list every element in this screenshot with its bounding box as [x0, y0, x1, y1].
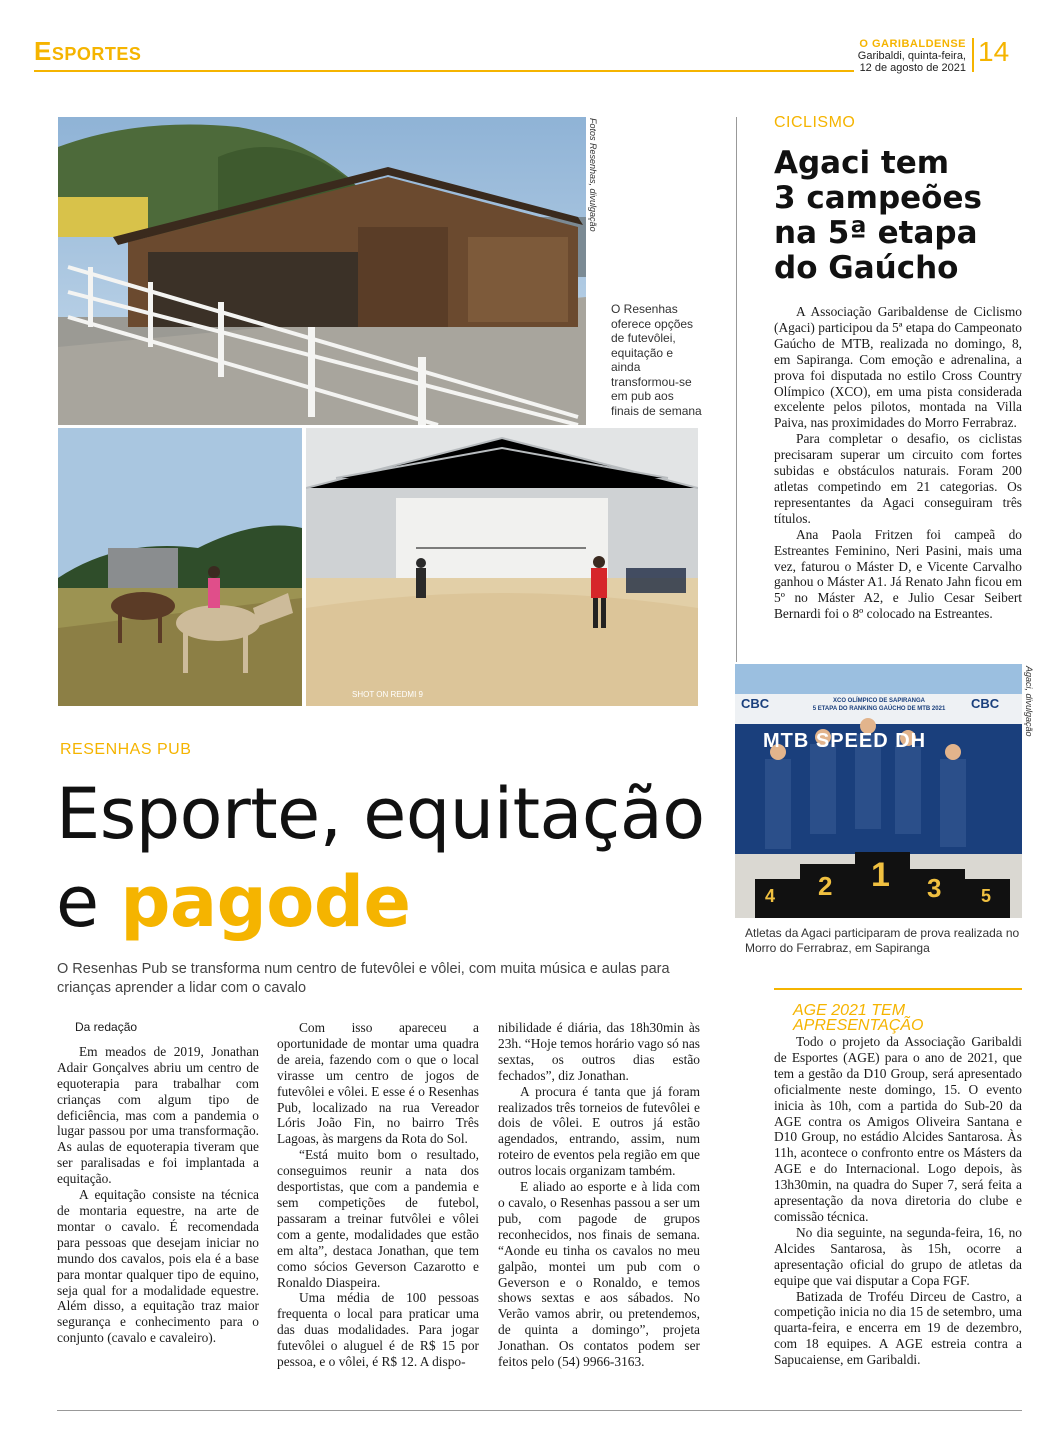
page-number: 14 [978, 36, 1010, 67]
main-column-2 [277, 1020, 479, 1370]
side-headline-line: 3 campeões [774, 180, 982, 216]
masthead [858, 38, 966, 74]
podium-banner-left: CBC [741, 696, 770, 711]
photo-credit-main: Fotos Resenhas, divulgação [588, 118, 598, 232]
side-paragraph: Para completar o desafio, os ciclistas precisaram superar um circuito com fortes subidas e obstáculos naturais. Foram 200 atletas competindo em 21 categorias. Os representantes da Agaci conseguiram três títulos. [774, 431, 1022, 526]
age-box-title [793, 1003, 923, 1033]
side-kicker: CICLISMO [774, 114, 856, 131]
main-col2-paragraph: Com isso apareceu a oportunidade de montar uma quadra de areia, fazendo com o que o local virasse um centro de jogos de futevôlei e vôlei. E esse é o Resenhas Pub, localizado na rua Vereador Lóris João Fin, no bairro Três Lagoas, às margens da Rota do Sol. [277, 1020, 479, 1147]
photo-horse-riding [58, 428, 302, 706]
header-divider [972, 38, 974, 72]
podium-place-5: 5 [981, 886, 992, 906]
age-title-line: AGE 2021 TEM [793, 1002, 906, 1019]
side-paragraph: A Associação Garibaldense de Ciclismo (Agaci) participou da 5ª etapa do Campeonato Gaúcho de MTB, realizada no domingo, 8, em Sapiranga. Com emoção e adrenalina, a prova foi disputada no estilo Cross Country Olímpico (XCO), em uma pista considerada excelente pelos pilotos, montada na Villa Paiva, nas proximidades do Morro Ferrabraz. [774, 304, 1022, 431]
main-lead: O Resenhas Pub se transforma num centro de futevôlei e vôlei, com muita música e aulas para crianças aprender a lidar com o cavalo [57, 961, 670, 996]
footer-rule [57, 1410, 1022, 1411]
main-col2-paragraph: Uma média de 100 pessoas frequenta o local para praticar uma das duas modalidades. Para jogar futevôlei o aluguel é de R$ 15 por pessoa, e o vôlei, é R$ 12. A dispo- [277, 1290, 479, 1370]
main-col3-paragraph: A procura é tanta que já foram realizados três torneios de futevôlei e dois de vôlei. E outros já estão agendados, entrando, assim, num roteiro de eventos pela região em que outros locais organizam também. [498, 1083, 700, 1179]
section-title: Esportes [34, 36, 142, 66]
main-col1-paragraph: A equitação consiste na técnica de montaria equestre, na arte de montar o cavalo. É recomendada para pessoas que desejam iniciar no mundo dos cavalos, pois ela é a base para montar qualquer tipo de equino, seja qual for a modalidade equestre. Além disso, a equitação traz maior segurança e conhecimento para o conjunto (cavalo e cavaleiro). [57, 1187, 259, 1346]
podium-place-2: 2 [818, 871, 833, 901]
age-title-line: APRESENTAÇÃO [793, 1017, 924, 1034]
dateline-date: 12 de agosto de 2021 [859, 62, 966, 74]
photo-credit-agaci: Agaci, divulgação [1024, 666, 1034, 737]
main-headline [56, 770, 746, 946]
main-col3-continuation: nibilidade é diária, das 18h30min às 23h. “Hoje temos horário vago só nas sextas, os outros dias estão fechados”, diz Jonathan. [498, 1020, 700, 1083]
photo-podium [735, 664, 1022, 918]
side-headline-line: na 5ª etapa [774, 215, 978, 251]
age-paragraph: Todo o projeto da Associação Garibaldi de Esportes (AGE) para o ano de 2021, que tem a gestão da D10 Group, será apresentado oficialmente neste domingo, 15. O evento inicia às 10h, com a partida do Sub-20 da AGE contra os Amigos Oliveira Santana e D10 Group, no estádio Alcides Santarosa. Às 11h, acontece o confronto entre os Másters da AGE e do Internacional. Logo depois, às 13h30min, na quadra do Super 7, será feita a apresentação da nova diretoria do clube e comissão técnica. [774, 1034, 1022, 1224]
main-column-1 [57, 1020, 259, 1346]
podium-place-4: 4 [765, 886, 776, 906]
age-paragraph: No dia seguinte, na segunda-feira, 16, no Alcides Santarosa, às 15h, ocorre a apresentação oficial do grupo de atletas da equipe que vai disputar a Copa FGF. [774, 1224, 1022, 1288]
podium-banner-right: CBC [971, 696, 1000, 711]
side-divider [736, 117, 737, 662]
main-headline-word-e: e [56, 861, 121, 943]
podium-banner-line: XCO OLÍMPICO DE SAPIRANGA [832, 698, 925, 704]
main-col2-paragraph: “Está muito bom o resultado, conseguimos reunir a nata dos desportistas, que com a pandemia e sem competições de futebol, passaram a treinar futvôlei e vôlei com a gente, modalidades que estão em alta”, destaca Jonathan, que tem como sócios Geverson Cazarotto e Ronaldo Diaspeira. [277, 1147, 479, 1290]
dateline-city: Garibaldi, quinta-feira, [857, 50, 966, 62]
photo-watermark: SHOT ON REDMI 9 [352, 690, 423, 699]
side-headline [774, 146, 1034, 286]
main-col1-paragraph: Em meados de 2019, Jonathan Adair Gonçalves abriu um centro de equoterapia para trabalhar com crianças com algum tipo de deficiência, mas com a pandemia o lugar passou por uma transformação. As aulas de equoterapia tiveram que ser paralisadas e foi implantada a equitação. [57, 1043, 259, 1187]
side-paragraph: Ana Paola Fritzen foi campeã do Estreantes Feminino, Neri Pasini, mais uma vez, faturou o Máster D, e Vicente Carvalho ganhou o Máster A1. Já Renato Jahn ficou em 5º no Máster A2, e Julio Cesar Seibert Bernardi foi o 8º colocado na Estreantes. [774, 526, 1022, 622]
main-headline-highlight: pagode [120, 861, 411, 943]
podium-place-1: 1 [871, 856, 890, 894]
podium-banner-line: 5 ETAPA DO RANKING GAÚCHO DE MTB 2021 [812, 706, 946, 712]
main-kicker: RESENHAS PUB [60, 741, 192, 758]
age-box-column [774, 1034, 1022, 1368]
photo-caption-main: O Resenhas oferece opções de futevôlei, equitação e ainda transformou-se em pub aos finais de semana [611, 302, 702, 418]
main-col3-paragraph: E aliado ao esporte e à lida com o cavalo, o Resenhas passou a ser um pub, com pagode de grupos reconhecidos, nos finais de semana. “Aonde eu tinha os cavalos no meu galpão, montei um pub com o Geverson e o Ronaldo, e temos shows sextas e aos sábados. No Verão vamos abrir, ou pretendemos, de quinta a domingo”, projeta Jonathan. Os contatos podem ser feitos pelo (54) 9966-3163. [498, 1179, 700, 1370]
age-box-rule [774, 988, 1022, 990]
main-column-3 [498, 1020, 700, 1370]
age-paragraph: Batizada de Troféu Dirceu de Castro, a competição inicia no dia 15 de setembro, uma quarta-feira, e encerra em 19 de dezembro, com 18 equipes. A AGE estreia contra a Sapucaiense, em Garibaldi. [774, 1288, 1022, 1368]
side-headline-line: Agaci tem [774, 145, 950, 181]
main-headline-line1: Esporte, equitação [56, 773, 705, 855]
header-rule [34, 70, 854, 72]
podium-banner-title [795, 697, 963, 713]
main-headline-line2 [56, 858, 746, 946]
podium-place-3: 3 [927, 873, 942, 903]
photo-sand-court [306, 428, 698, 706]
side-headline-line: do Gaúcho [774, 250, 959, 286]
newspaper-name: O GARIBALDENSE [859, 38, 966, 50]
podium-backdrop: MTB SPEED DH [763, 730, 927, 752]
photo-caption-agaci: Atletas da Agaci participaram de prova realizada no Morro do Ferrabraz, em Sapiranga [745, 926, 1020, 955]
byline: Da redação [75, 1020, 138, 1034]
photo-stable-building [58, 117, 586, 425]
side-column [774, 304, 1022, 622]
